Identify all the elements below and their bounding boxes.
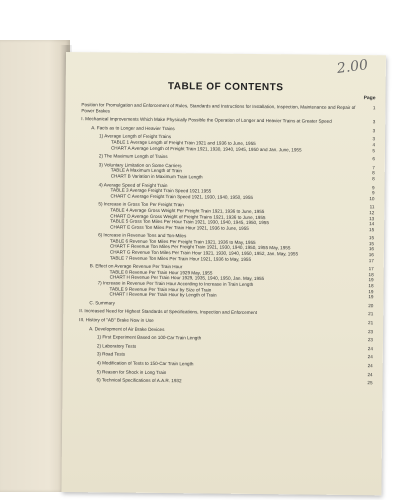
toc-entry-page: 19 (368, 277, 374, 283)
toc-entry-page: 5 (372, 147, 376, 153)
toc-entry-page: 9 (372, 184, 375, 190)
toc-entry-text: CHART F Revenue Ton Miles Per Freight Train 1921, 1930, 1940, 1950, 1955 May, 1955 (109, 243, 291, 251)
toc-entry (97, 335, 373, 343)
toc-entry (81, 116, 375, 125)
toc-entry-text: TABLE A Maximum Length of Train (110, 167, 182, 174)
toc-entry-text: 3) Voluntary Limitation on Some Carriers (98, 162, 182, 168)
toc-entry-page: 9 (371, 190, 375, 196)
toc-entry-text: TABLE 7 Revenue Ton Miles Per Train Hour 1921, 1936 to May, 1955 (109, 255, 252, 262)
toc-entry (97, 343, 373, 351)
toc-entry-page: 7 (372, 164, 375, 170)
toc-entry-page: 12 (369, 210, 375, 216)
toc-entry-page: 3 (372, 127, 376, 134)
toc-entry-text: CHART C Average Freight Train Speed 1921, 1930, 1940, 1950, 1955 (110, 193, 254, 200)
toc-entry-page: 4 (372, 142, 376, 148)
toc-entry (97, 369, 373, 377)
toc-entry-text: 1) First Experiment Based on 100-Car Train Length (96, 334, 202, 341)
handwritten-price-note: 2.00 (335, 57, 369, 77)
toc-entry-page: 17 (368, 257, 374, 263)
toc-entry-page: 16 (368, 246, 374, 252)
toc-entry-page: 21 (368, 311, 374, 317)
toc-entry (81, 102, 375, 116)
toc-entry-text: CHART I Revenue Per Train Hour by Length of Train (109, 291, 217, 298)
toc-entry-text: CHART B Variation in Maximum Train Length (110, 173, 203, 180)
toc-entry-text: TABLE 4 Average Gross Weight Per Freight Train 1921, 1936 to June, 1955 (110, 207, 265, 214)
toc-entry-text: CHART G Revenue Ton Miles Per Train Hour 1921, 1930, 1940, 1950, 1952, Jan. May, 1955 (109, 249, 299, 257)
toc-entry-text: TABLE 3 Average Freight Train Speed 1921 1955 (110, 187, 212, 194)
toc-entry-page: 15 (368, 235, 375, 241)
toc-entry-text: 1) Average Length of Freight Trains (99, 133, 172, 140)
toc-entry-page: 15 (369, 226, 375, 232)
toc-entry-text: Position for Promulgation and Enforcement of Rules, Standards and Instructions for Installation, Inspection, Maintenance and Repair of Power Brakes (81, 102, 356, 114)
toc-entry-text: 4) Average Speed of Freight Train (98, 181, 168, 188)
toc-entry-page: 1 (372, 105, 376, 111)
page-title: TABLE OF CONTENTS (167, 81, 284, 94)
toc-entry-text: 5) Reason for Shock in Long Train (96, 368, 167, 375)
toc-entry-text: C. Summary (89, 300, 115, 306)
toc-entry-text: TABLE 5 Gross Ton Miles Per Hour Train 1921, 1930, 1940, 1945, 1950, 1955 (110, 218, 269, 226)
toc-entry-text: 3) Road Tests (96, 351, 126, 358)
toc-entry-page: 6 (372, 156, 375, 162)
toc-entry-text: II. Increased Need for Highest Standards of Specifications, Inspection and Enforcement (79, 308, 258, 316)
toc-entry-text: 2) The Maximum Length of Trains (98, 153, 168, 160)
toc-entry-page: 13 (369, 215, 375, 221)
document-page (61, 52, 386, 495)
toc-entry-page: 19 (368, 288, 374, 294)
toc-entry-text: A. Development of Air Brake Devices (89, 325, 165, 332)
toc-entry-page: 18 (368, 272, 374, 278)
toc-entry-text: TABLE 6 Revenue Ton Miles Per Freight Train 1921, 1936 to May, 1955 (109, 238, 256, 245)
toc-entry-page: 19 (368, 294, 374, 300)
toc-entry-page: 24 (367, 371, 373, 377)
toc-entry (97, 352, 373, 360)
toc-entry-page: 24 (367, 345, 373, 352)
toc-entry-text: TABLE 1 Average Length of Freight Train 1921 and 1936 to June, 1955 (111, 139, 256, 146)
toc-entry-page: 24 (367, 354, 373, 360)
toc-entry-page: 11 (369, 204, 375, 210)
toc-entry-page: 3 (372, 136, 376, 142)
toc-entry-text: CHART E Gross Ton Miles Per Train Hour 1921, 1936 to June, 1955 (110, 224, 249, 231)
toc-entry-text: TABLE 8 Revenue Per Train Hour 1929 May, 1955 (109, 269, 213, 276)
toc-list (79, 102, 376, 386)
toc-entry-text: TABLE 9 Revenue Per Train Hour by Size of Train (109, 286, 212, 293)
toc-entry-page: 3 (372, 119, 376, 125)
toc-entry-text: A. Facts as to Longer and Heavier Trains (91, 125, 175, 131)
toc-entry-text: I. Mechanical Improvements Which Make Physically Possible the Operation of Longer and Heavier Trains at Greater Speed (81, 116, 332, 124)
toc-entry-page: 25 (367, 380, 373, 386)
toc-entry-page: 15 (368, 241, 375, 247)
toc-entry-page: 23 (367, 337, 374, 343)
toc-entry-page: 10 (369, 195, 375, 201)
toc-entry-page: 18 (368, 283, 374, 289)
toc-entry-page: 20 (368, 302, 374, 309)
toc-entry-text: CHART A Average Length of Freight Train 1921, 1930, 1940, 1945, 1950 and Jan. June, 1955 (110, 145, 302, 153)
toc-entry (97, 377, 373, 385)
toc-entry-page: 16 (368, 252, 374, 258)
toc-entry (89, 326, 373, 335)
toc-entry-page: 23 (367, 328, 374, 334)
toc-entry-text: 7) Increase in Revenue Per Train Hour According to Increase in Train Length (97, 280, 254, 288)
page-column-label: Page (363, 95, 376, 102)
toc-entry (79, 317, 373, 326)
toc-entry-text: 4) Modification of Tests to 150-Car Train Length (96, 360, 194, 367)
toc-entry-page: 21 (368, 320, 374, 326)
toc-entry (79, 309, 373, 318)
toc-entry-text: 5) Increase in Gross Ton Per Freight Train (98, 201, 184, 208)
toc-entry-text: B. Effect on Average Revenue Per Train Hour (89, 263, 183, 270)
toc-entry-page: 8 (372, 176, 375, 182)
toc-entry-text: 6) Technical Specifications of A.A.R. 1932 (96, 377, 182, 384)
toc-entry (89, 300, 373, 309)
toc-entry-page: 14 (369, 221, 375, 227)
toc-entry-text: 2) Laboratory Tests (96, 343, 137, 349)
toc-entry-text: CHART D Average Gross Weight of Freight Trains 1921, 1936 to June, 1955 (110, 212, 266, 220)
toc-entry-text: III. History of "AB" Brake Now in Use (79, 317, 154, 323)
toc-entry (91, 125, 375, 134)
toc-entry-text: 6) Increase in Revenue Tons and Ton-Miles (98, 232, 187, 239)
toc-entry-page: 17 (368, 266, 374, 272)
toc-entry (99, 154, 375, 162)
toc-entry-text: CHART H Revenue Per Train Hour 1929, 1935, 1940, 1950, Jan. May, 1955 (109, 274, 265, 282)
toc-entry-page: 24 (367, 363, 373, 369)
toc-entry (97, 360, 373, 368)
toc-entry-page: 8 (372, 170, 375, 176)
